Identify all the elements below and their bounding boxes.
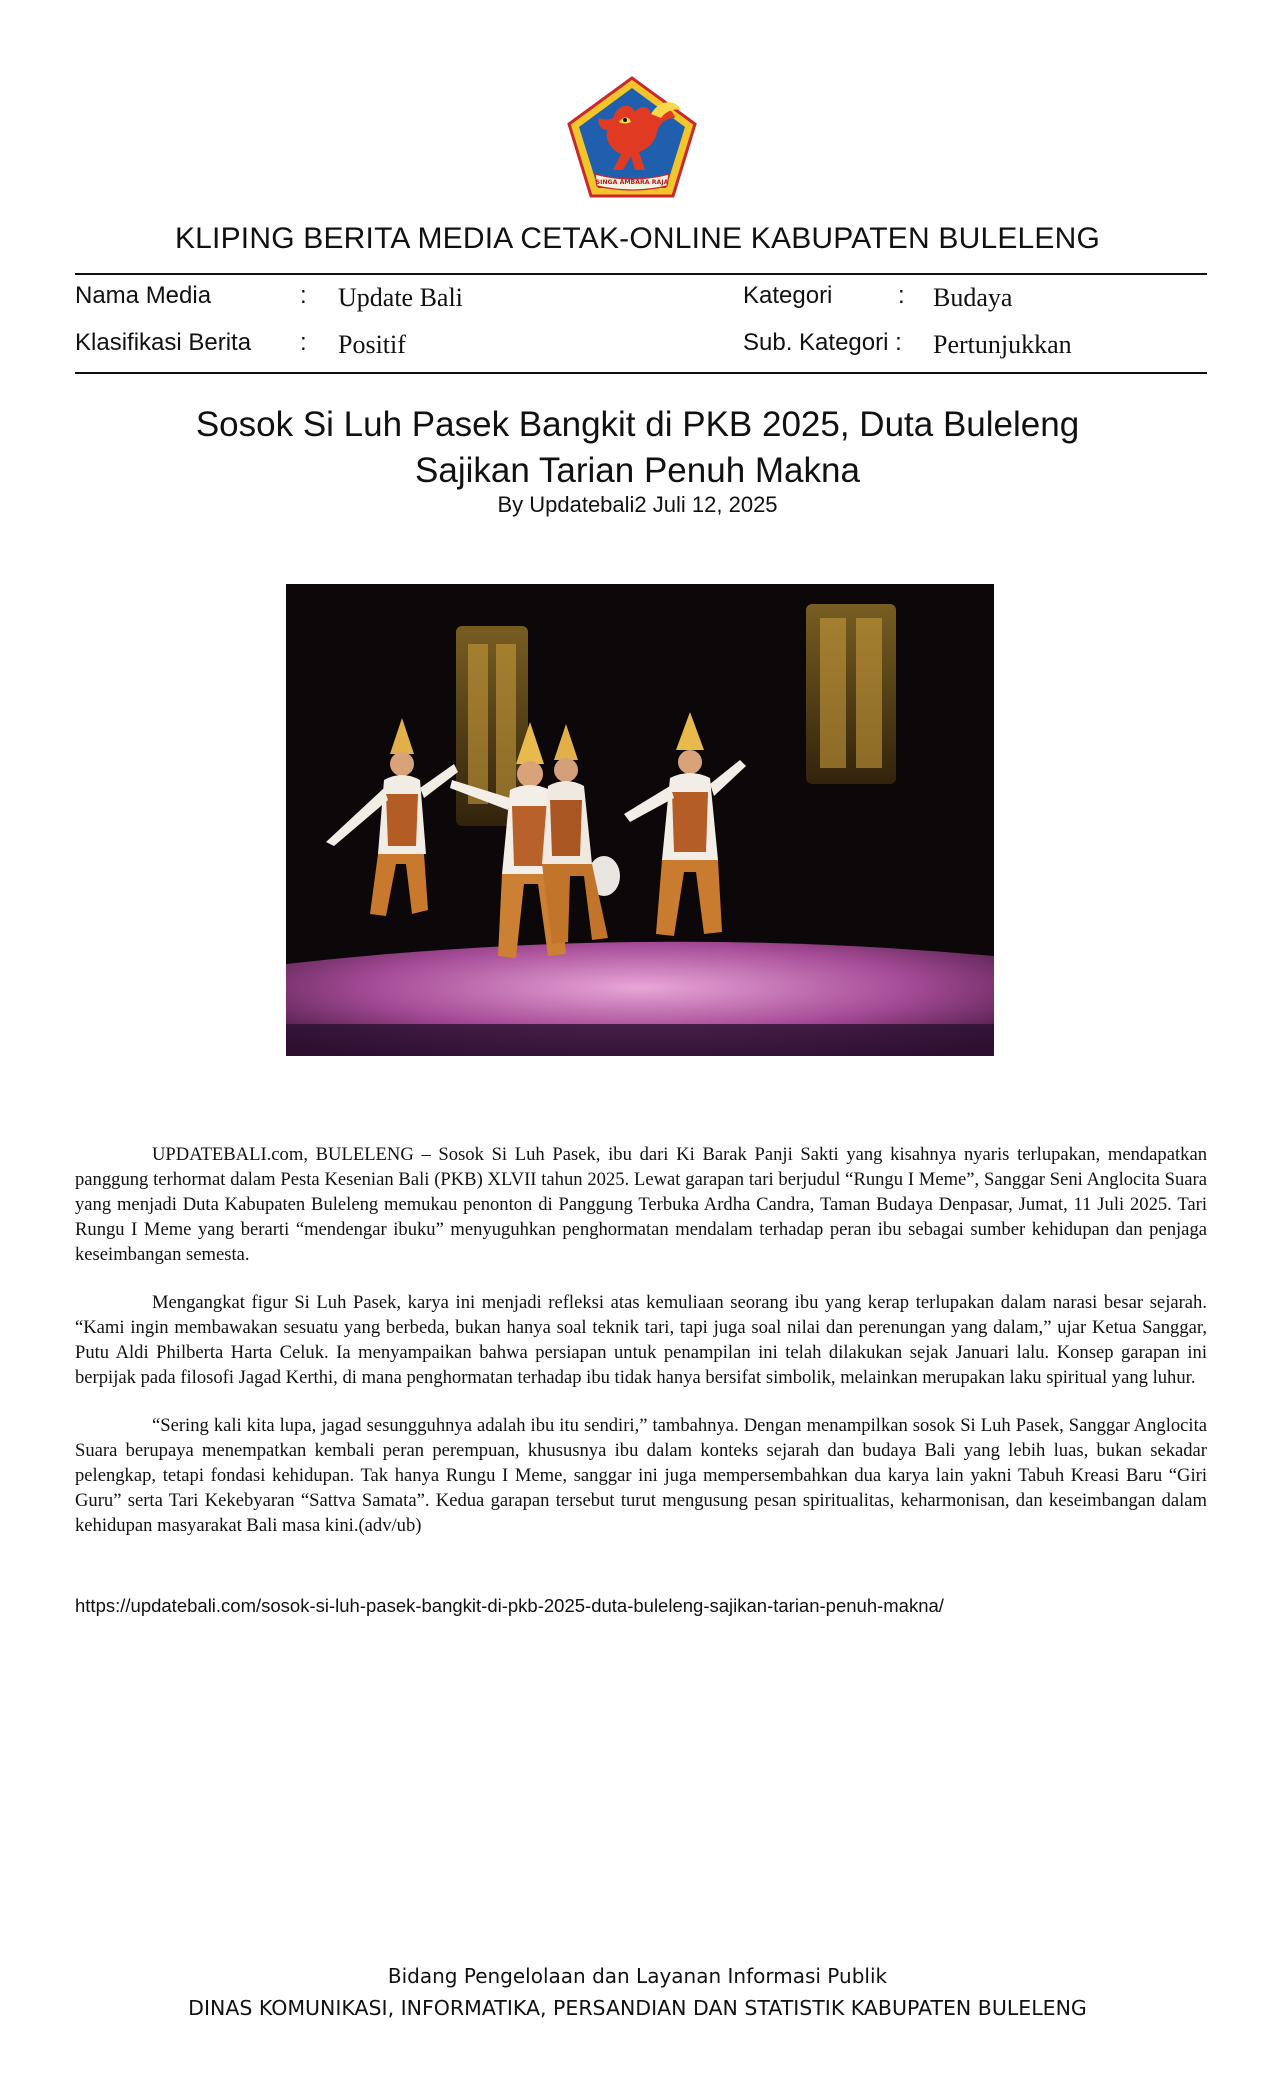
media-name-label: Nama Media — [75, 282, 212, 309]
media-name-value: Update Bali — [338, 283, 463, 312]
footer-division: Bidang Pengelolaan dan Layanan Informasi Publik — [387, 1964, 888, 1988]
clipping-header-title: KLIPING BERITA MEDIA CETAK-ONLINE KABUPATEN BULELENG — [174, 222, 1101, 255]
buleleng-emblem-logo — [565, 74, 699, 200]
footer-agency: DINAS KOMUNIKASI, INFORMATIKA, PERSANDIAN DAN STATISTIK KABUPATEN BULELENG — [188, 1996, 1087, 2020]
article-headline — [0, 402, 1275, 494]
headline-line-2: Sajikan Tarian Penuh Makna — [415, 451, 860, 490]
article-paragraph-3: “Sering kali kita lupa, jagad sesungguhnya adalah ibu itu sendiri,” tambahnya. Dengan menampilkan sosok Si Luh Pasek, Sanggar Anglocita Suara berupaya menempatkan kembali peran perempuan, khususnya ibu dalam konteks sejarah dan budaya Bali yang lebih luas, bukan sekadar pelengkap, tetapi fondasi kehidupan. Tak hanya Rungu I Meme, sanggar ini juga mempersembahkan dua karya lain yakni Tabuh Kreasi Baru “Giri Guru” serta Tari Kekebyaran “Sattva Samata”. Kedua garapan tersebut turut mengusung pesan spiritualitas, keharmonisan, dan keseimbangan dalam kehidupan masyarakat Bali masa kini.(adv/ub) — [75, 1415, 1207, 1536]
article-byline: By Updatebali2 Juli 12, 2025 — [497, 492, 778, 517]
article-body — [75, 1142, 1207, 1561]
article-photo-dancers — [286, 584, 994, 1056]
article-paragraph-2: Mengangkat figur Si Luh Pasek, karya ini menjadi refleksi atas kemuliaan seorang ibu yang kerap terlupakan dalam narasi besar sejarah. “Kami ingin membawakan sesuatu yang berbeda, bukan hanya soal teknik tari, tapi juga soal nilai dan perenungan yang dalam,” ujar Ketua Sanggar, Putu Aldi Philberta Harta Celuk. Ia menyampaikan bahwa persiapan untuk penampilan ini telah dilakukan sejak Januari lalu. Konsep garapan ini berpijak pada filosofi Jagad Kerthi, di mana penghormatan terhadap ibu tidak hanya bersifat simbolik, melainkan merupakan laku spiritual yang luhur. — [75, 1292, 1207, 1388]
emblem-motto: SINGA AMBARA RAJA — [595, 179, 669, 186]
header-bottom-rule — [75, 372, 1207, 374]
singa-ambara-raja-emblem — [565, 74, 699, 200]
category-label: Kategori — [743, 282, 833, 309]
source-url-link[interactable]: https://updatebali.com/sosok-si-luh-pasek-bangkit-di-pkb-2025-duta-buleleng-sajikan-tarian-penuh-makna/ — [75, 1595, 944, 1616]
header-top-rule — [75, 273, 1207, 275]
headline-line-1: Sosok Si Luh Pasek Bangkit di PKB 2025, Duta Buleleng — [195, 405, 1080, 444]
media-name-colon: : — [300, 282, 307, 309]
subcategory-label: Sub. Kategori : — [743, 329, 902, 356]
article-paragraph-1: UPDATEBALI.com, BULELENG – Sosok Si Luh Pasek, ibu dari Ki Barak Panji Sakti yang kisahnya nyaris terlupakan, mendapatkan panggung terhormat dalam Pesta Kesenian Bali (PKB) XLVII tahun 2025. Lewat garapan tari berjudul “Rungu I Meme”, Sanggar Seni Anglocita Suara yang menjadi Duta Kabupaten Buleleng memukau penonton di Panggung Terbuka Ardha Candra, Taman Budaya Denpasar, Jumat, 11 Juli 2025. Tari Rungu I Meme yang berarti “mendengar ibuku” menyuguhkan penghormatan mendalam terhadap peran ibu sebagai sumber kehidupan dan penjaga keseimbangan semesta. — [75, 1144, 1207, 1265]
classification-value: Positif — [338, 330, 406, 359]
category-colon: : — [898, 282, 905, 309]
classification-label: Klasifikasi Berita — [75, 329, 252, 356]
classification-colon: : — [300, 329, 307, 356]
subcategory-value: Pertunjukkan — [933, 330, 1072, 359]
dancers-stage-image — [286, 584, 994, 1056]
category-value: Budaya — [933, 283, 1013, 312]
